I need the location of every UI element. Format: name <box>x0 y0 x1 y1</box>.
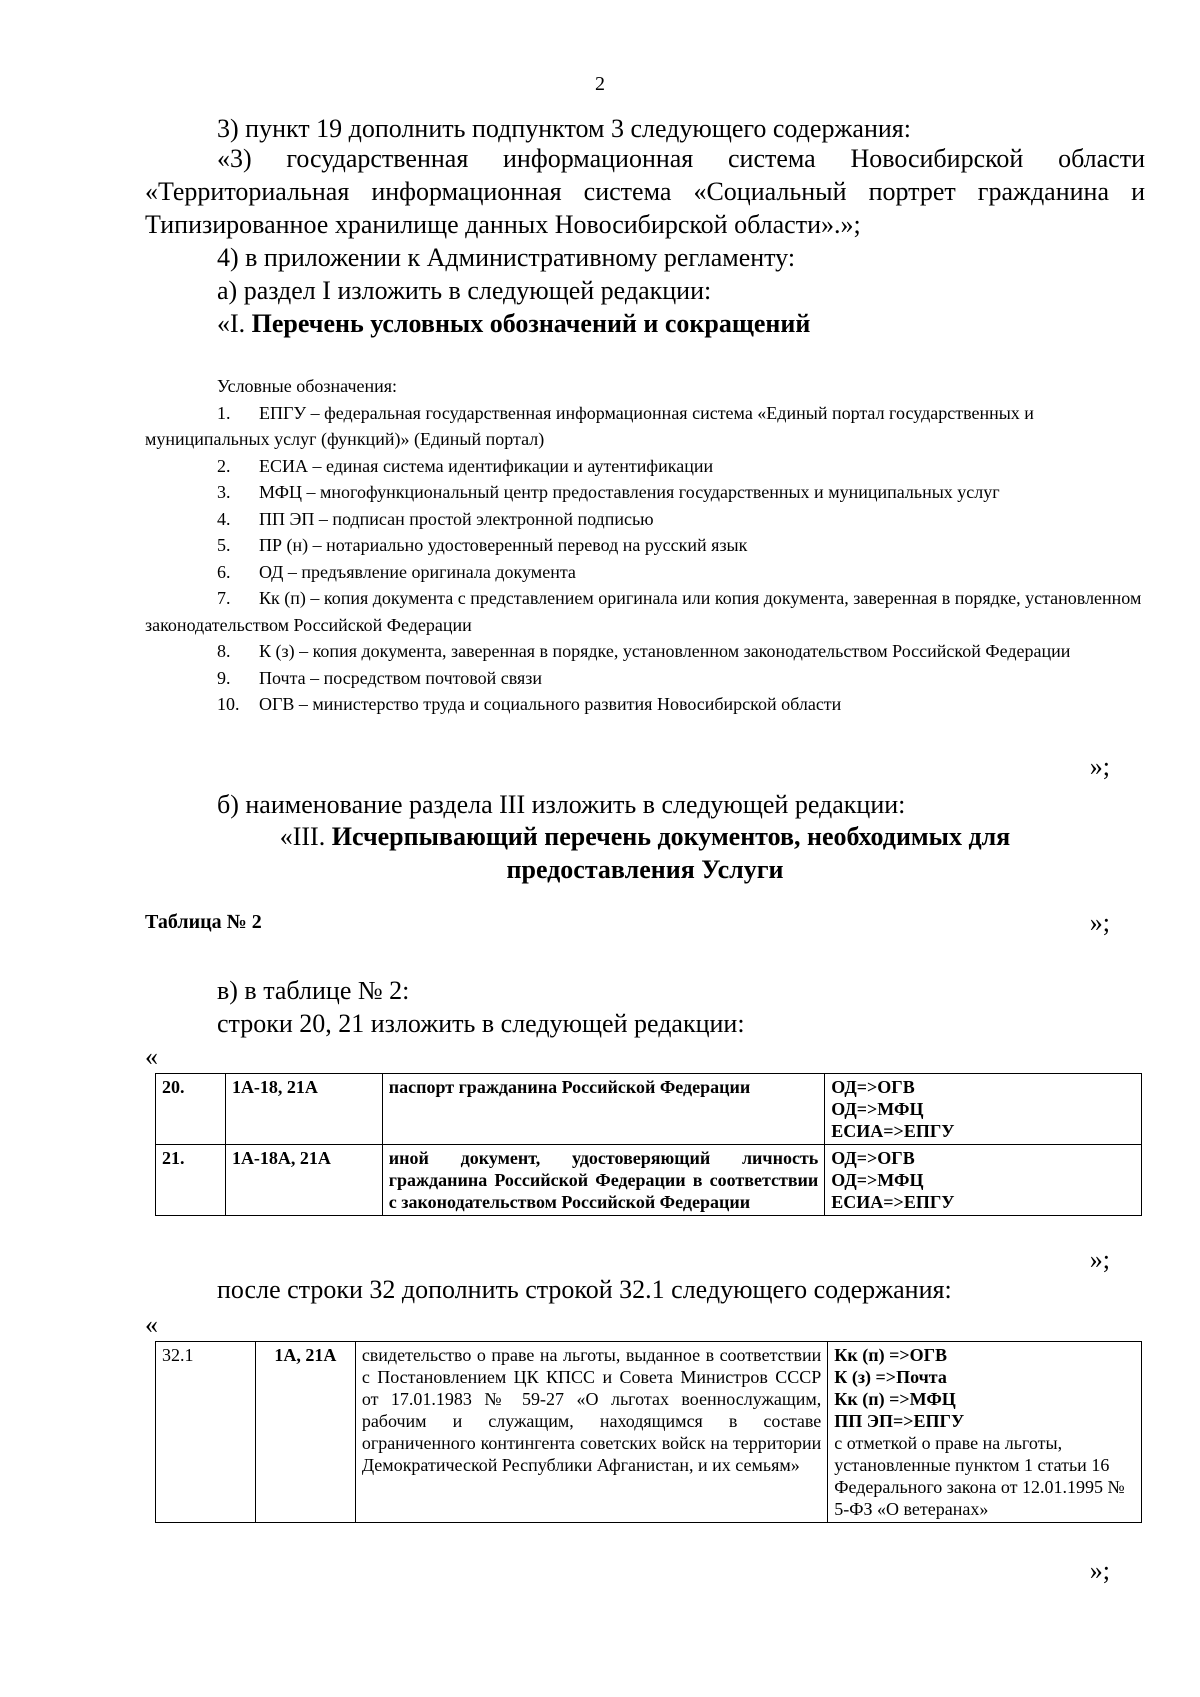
paragraph-item-4b: б) наименование раздела III изложить в следующей редакции: <box>217 790 906 819</box>
section-1-heading <box>145 307 1145 340</box>
close-quote-2: »; <box>1089 908 1110 937</box>
close-quote-3: »; <box>1089 1245 1110 1274</box>
section-3-heading <box>145 820 1145 853</box>
legend-item: 5. ПР (н) – нотариально удостоверенный перевод на русский язык <box>217 535 748 555</box>
section-1-prefix: «I. <box>217 309 252 338</box>
legend-item: 6. ОД – предъявление оригинала документа <box>217 561 576 582</box>
section-1-title: Перечень условных обозначений и сокращений <box>251 309 811 338</box>
row-document: паспорт гражданина Российской Федерации <box>382 1074 825 1145</box>
table-row <box>156 1145 1142 1216</box>
row-methods: ОД=>ОГВ ОД=>МФЦ ЕСИА=>ЕПГУ <box>825 1074 1142 1145</box>
legend-item: 9. Почта – посредством почтовой связи <box>217 667 543 688</box>
legend <box>145 373 1145 718</box>
table-label: Таблица № 2 <box>145 911 262 933</box>
row-document: свидетельство о праве на льготы, выданное в соответствии с Постановлением ЦК КПСС и Совета Министров СССР от 17.01.1983 № 59-27 «О льготах военнослужащим, рабочим и служащим, находящимся в составе ограниченного контингента советских войск на территории Демократической Республики Афганистан, и их семьям» <box>355 1342 827 1523</box>
open-quote-1: « <box>145 1042 158 1071</box>
legend-item: 1. ЕПГУ – федеральная государственная информационная система «Единый портал государственных и муниципальных услуг (функций)» (Единый портал) <box>145 402 1034 449</box>
row-methods: Кк (п) =>ОГВ К (з) =>Почта Кк (п) =>МФЦ ПП ЭП=>ЕПГУ с отметкой о праве на льготы, установленные пунктом 1 статьи 16 Федерального закона от 12.01.1995 № 5-ФЗ «О ветеранах» <box>828 1342 1142 1523</box>
open-quote-2: « <box>145 1310 158 1339</box>
row-number: 32.1 <box>156 1342 256 1523</box>
section-3-prefix: «III. <box>279 822 332 851</box>
section-3-title-line-2: предоставления Услуги <box>506 855 784 884</box>
row-number: 21. <box>156 1145 226 1216</box>
table-row <box>156 1342 1142 1523</box>
row-methods: ОД=>ОГВ ОД=>МФЦ ЕСИА=>ЕПГУ <box>825 1145 1142 1216</box>
row-document: иной документ, удостоверяющий личность гражданина Российской Федерации в соответствии с законодательством Российской Федерации <box>382 1145 825 1216</box>
row-code: 1А, 21А <box>255 1342 355 1523</box>
legend-item: 10. ОГВ – министерство труда и социального развития Новосибирской области <box>217 694 842 714</box>
row-note: с отметкой о праве на льготы, установленные пунктом 1 статьи 16 Федерального закона от 12.01.1995 № 5-ФЗ «О ветеранах» <box>834 1433 1125 1519</box>
legend-item: 2. ЕСИА – единая система идентификации и аутентификации <box>217 455 714 476</box>
paragraph-item-4a: а) раздел I изложить в следующей редакции: <box>217 276 712 305</box>
table-row <box>156 1074 1142 1145</box>
legend-item: 3. МФЦ – многофункциональный центр предоставления государственных и муниципальных услуг <box>217 482 1000 502</box>
page-number: 2 <box>595 73 605 95</box>
close-quote-1: »; <box>1089 752 1110 781</box>
paragraph-item-3-quote: «3) государственная информационная система Новосибирской области «Территориальная информационная система «Социальный портрет гражданина и Типизированное хранилище данных Новосибирской области».»; <box>145 144 1145 239</box>
close-quote-4: »; <box>1089 1556 1110 1585</box>
section-3-title-line-1: Исчерпывающий перечень документов, необходимых для <box>331 822 1011 851</box>
paragraph-rows-20-21: строки 20, 21 изложить в следующей редакции: <box>217 1009 745 1038</box>
paragraph-item-4: 4) в приложении к Административному регламенту: <box>217 243 796 272</box>
legend-title: Условные обозначения: <box>217 376 398 396</box>
table-row-32-1 <box>155 1341 1142 1523</box>
row-number: 20. <box>156 1074 226 1145</box>
row-code: 1А-18А, 21А <box>225 1145 382 1216</box>
legend-item: 7. Кк (п) – копия документа с представлением оригинала или копия документа, заверенная в порядке, установленном законодательством Российской Федерации <box>145 588 1142 635</box>
legend-item: 8. К (з) – копия документа, заверенная в порядке, установленном законодательством Российской Федерации <box>217 641 1071 661</box>
paragraph-item-3: 3) пункт 19 дополнить подпунктом 3 следующего содержания: <box>217 114 911 143</box>
paragraph-item-4v: в) в таблице № 2: <box>217 976 410 1005</box>
table-rows-20-21 <box>155 1073 1142 1216</box>
legend-item: 4. ПП ЭП – подписан простой электронной подписью <box>217 508 654 529</box>
paragraph-after-row-32: после строки 32 дополнить строкой 32.1 следующего содержания: <box>217 1275 952 1304</box>
row-code: 1А-18, 21А <box>225 1074 382 1145</box>
